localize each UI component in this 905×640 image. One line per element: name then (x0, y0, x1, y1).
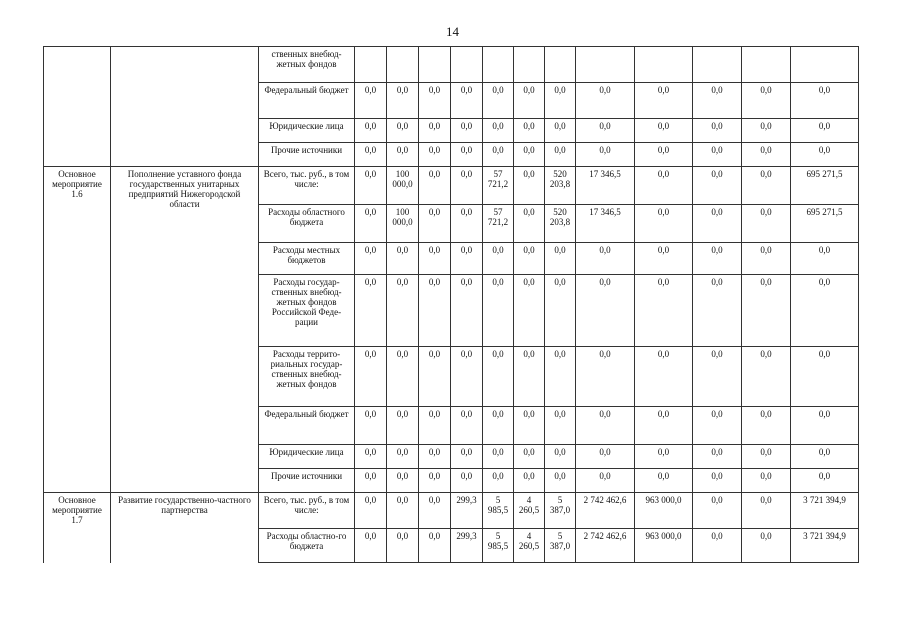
value-cell: 0,0 (355, 275, 387, 347)
value-cell: 0,0 (693, 529, 742, 563)
value-cell: 0,0 (635, 205, 693, 243)
value-cell: 0,0 (742, 167, 791, 205)
value-cell: 0,0 (742, 493, 791, 529)
funding-source-cell: Всего, тыс. руб., в том числе: (259, 493, 355, 529)
value-cell: 4 260,5 (514, 493, 545, 529)
funding-source-cell: Расходы областного бюджета (259, 205, 355, 243)
value-cell: 0,0 (635, 347, 693, 407)
measure-code-cell: Основное мероприятие 1.6 (44, 167, 111, 493)
value-cell: 0,0 (451, 407, 483, 445)
value-cell (419, 47, 451, 83)
value-cell: 0,0 (483, 445, 514, 469)
value-cell: 0,0 (419, 529, 451, 563)
value-cell: 0,0 (451, 243, 483, 275)
value-cell: 0,0 (545, 347, 576, 407)
value-cell: 0,0 (514, 205, 545, 243)
value-cell: 0,0 (387, 407, 419, 445)
value-cell (483, 47, 514, 83)
value-cell: 0,0 (387, 469, 419, 493)
value-cell: 0,0 (355, 205, 387, 243)
value-cell: 0,0 (576, 83, 635, 119)
page-number: 14 (446, 24, 459, 39)
value-cell: 0,0 (451, 469, 483, 493)
value-cell: 0,0 (355, 529, 387, 563)
funding-source-cell: Всего, тыс. руб., в том числе: (259, 167, 355, 205)
value-cell: 0,0 (355, 119, 387, 143)
value-cell: 0,0 (693, 205, 742, 243)
value-cell: 0,0 (742, 119, 791, 143)
funding-source-cell: Федеральный бюджет (259, 83, 355, 119)
value-cell: 0,0 (742, 143, 791, 167)
value-cell: 0,0 (693, 347, 742, 407)
value-cell: 0,0 (355, 445, 387, 469)
value-cell: 695 271,5 (791, 205, 859, 243)
value-cell: 2 742 462,6 (576, 493, 635, 529)
value-cell: 0,0 (545, 83, 576, 119)
value-cell: 0,0 (742, 347, 791, 407)
value-cell: 0,0 (576, 243, 635, 275)
value-cell: 0,0 (693, 119, 742, 143)
value-cell: 0,0 (635, 469, 693, 493)
value-cell: 0,0 (576, 445, 635, 469)
value-cell: 0,0 (483, 119, 514, 143)
value-cell: 0,0 (791, 275, 859, 347)
value-cell: 0,0 (355, 167, 387, 205)
value-cell: 4 260,5 (514, 529, 545, 563)
funding-source-cell: Юридические лица (259, 119, 355, 143)
value-cell: 0,0 (483, 275, 514, 347)
value-cell: 0,0 (355, 83, 387, 119)
value-cell: 5 387,0 (545, 493, 576, 529)
value-cell: 0,0 (451, 205, 483, 243)
value-cell: 0,0 (387, 119, 419, 143)
value-cell: 0,0 (693, 445, 742, 469)
value-cell: 0,0 (791, 407, 859, 445)
value-cell: 0,0 (742, 275, 791, 347)
value-cell: 0,0 (693, 469, 742, 493)
value-cell: 0,0 (419, 407, 451, 445)
value-cell: 0,0 (483, 407, 514, 445)
value-cell: 0,0 (545, 275, 576, 347)
value-cell: 0,0 (635, 407, 693, 445)
value-cell: 0,0 (451, 167, 483, 205)
value-cell: 0,0 (545, 143, 576, 167)
value-cell: 0,0 (387, 243, 419, 275)
funding-source-cell: Расходы областно-го бюджета (259, 529, 355, 563)
value-cell: 0,0 (451, 445, 483, 469)
value-cell: 0,0 (693, 407, 742, 445)
value-cell (791, 47, 859, 83)
value-cell: 0,0 (791, 119, 859, 143)
value-cell: 57 721,2 (483, 167, 514, 205)
value-cell: 0,0 (635, 445, 693, 469)
value-cell: 0,0 (451, 119, 483, 143)
value-cell: 299,3 (451, 529, 483, 563)
value-cell: 0,0 (419, 243, 451, 275)
measure-code-cell: Основное мероприятие 1.7 (44, 493, 111, 563)
value-cell (451, 47, 483, 83)
value-cell: 0,0 (635, 119, 693, 143)
value-cell (576, 47, 635, 83)
value-cell: 0,0 (791, 143, 859, 167)
funding-source-cell: Прочие источники (259, 143, 355, 167)
value-cell: 0,0 (419, 119, 451, 143)
funding-source-cell: ственных внебюд-жетных фондов (259, 47, 355, 83)
value-cell: 0,0 (545, 445, 576, 469)
value-cell: 17 346,5 (576, 205, 635, 243)
value-cell: 0,0 (483, 469, 514, 493)
value-cell: 695 271,5 (791, 167, 859, 205)
table-row (44, 167, 859, 205)
measure-name-cell (111, 47, 259, 167)
value-cell: 0,0 (419, 445, 451, 469)
value-cell: 0,0 (387, 143, 419, 167)
value-cell: 2 742 462,6 (576, 529, 635, 563)
value-cell: 0,0 (483, 83, 514, 119)
value-cell: 0,0 (545, 243, 576, 275)
value-cell: 0,0 (419, 205, 451, 243)
value-cell: 0,0 (387, 529, 419, 563)
value-cell: 0,0 (576, 347, 635, 407)
value-cell (693, 47, 742, 83)
value-cell: 0,0 (576, 119, 635, 143)
value-cell: 0,0 (514, 243, 545, 275)
value-cell: 0,0 (419, 347, 451, 407)
value-cell: 0,0 (514, 407, 545, 445)
value-cell: 0,0 (419, 83, 451, 119)
value-cell: 5 985,5 (483, 493, 514, 529)
value-cell: 0,0 (635, 167, 693, 205)
value-cell: 3 721 394,9 (791, 529, 859, 563)
value-cell: 0,0 (635, 275, 693, 347)
value-cell: 0,0 (514, 275, 545, 347)
value-cell: 100 000,0 (387, 205, 419, 243)
value-cell: 0,0 (355, 469, 387, 493)
value-cell: 520 203,8 (545, 167, 576, 205)
value-cell: 963 000,0 (635, 529, 693, 563)
value-cell: 0,0 (355, 407, 387, 445)
value-cell: 0,0 (514, 347, 545, 407)
value-cell: 3 721 394,9 (791, 493, 859, 529)
funding-source-cell: Расходы государ-ственных внебюд-жетных фондов Российской Феде-рации (259, 275, 355, 347)
value-cell: 0,0 (387, 493, 419, 529)
value-cell: 0,0 (693, 493, 742, 529)
value-cell: 0,0 (355, 347, 387, 407)
value-cell: 0,0 (742, 83, 791, 119)
value-cell: 0,0 (635, 83, 693, 119)
value-cell: 0,0 (514, 167, 545, 205)
value-cell: 0,0 (355, 243, 387, 275)
funding-source-cell: Расходы местных бюджетов (259, 243, 355, 275)
value-cell: 0,0 (545, 469, 576, 493)
value-cell: 0,0 (387, 445, 419, 469)
value-cell: 0,0 (483, 143, 514, 167)
value-cell: 0,0 (419, 275, 451, 347)
value-cell: 0,0 (483, 243, 514, 275)
value-cell: 0,0 (451, 83, 483, 119)
value-cell: 0,0 (387, 275, 419, 347)
value-cell: 0,0 (791, 469, 859, 493)
value-cell: 0,0 (693, 275, 742, 347)
funding-source-cell: Расходы террито-риальных государ-ственных внебюд-жетных фондов (259, 347, 355, 407)
value-cell: 0,0 (576, 469, 635, 493)
value-cell: 0,0 (514, 445, 545, 469)
value-cell: 0,0 (355, 143, 387, 167)
value-cell: 17 346,5 (576, 167, 635, 205)
value-cell (355, 47, 387, 83)
value-cell: 0,0 (576, 143, 635, 167)
value-cell: 0,0 (514, 469, 545, 493)
value-cell: 0,0 (742, 205, 791, 243)
value-cell: 0,0 (451, 143, 483, 167)
value-cell: 57 721,2 (483, 205, 514, 243)
value-cell: 0,0 (742, 469, 791, 493)
value-cell: 0,0 (742, 407, 791, 445)
value-cell: 0,0 (387, 83, 419, 119)
value-cell: 0,0 (514, 83, 545, 119)
value-cell: 0,0 (791, 83, 859, 119)
value-cell: 0,0 (419, 469, 451, 493)
value-cell: 299,3 (451, 493, 483, 529)
value-cell: 963 000,0 (635, 493, 693, 529)
value-cell (387, 47, 419, 83)
value-cell: 0,0 (514, 143, 545, 167)
value-cell: 0,0 (451, 347, 483, 407)
value-cell (742, 47, 791, 83)
value-cell: 0,0 (514, 119, 545, 143)
value-cell: 0,0 (635, 143, 693, 167)
funding-source-cell: Юридические лица (259, 445, 355, 469)
value-cell: 0,0 (545, 407, 576, 445)
value-cell: 5 387,0 (545, 529, 576, 563)
value-cell: 0,0 (693, 83, 742, 119)
value-cell: 0,0 (693, 143, 742, 167)
value-cell: 5 985,5 (483, 529, 514, 563)
value-cell: 0,0 (742, 445, 791, 469)
measure-name-cell: Развитие государственно-частного партнерства (111, 493, 259, 563)
value-cell: 0,0 (742, 243, 791, 275)
value-cell: 0,0 (576, 407, 635, 445)
value-cell: 0,0 (419, 493, 451, 529)
value-cell: 0,0 (576, 275, 635, 347)
value-cell: 0,0 (355, 493, 387, 529)
value-cell: 0,0 (387, 347, 419, 407)
value-cell: 0,0 (791, 243, 859, 275)
value-cell: 0,0 (451, 275, 483, 347)
value-cell: 520 203,8 (545, 205, 576, 243)
budget-table (43, 46, 859, 563)
value-cell: 0,0 (791, 347, 859, 407)
funding-source-cell: Прочие источники (259, 469, 355, 493)
value-cell: 0,0 (419, 143, 451, 167)
table-row (44, 493, 859, 529)
value-cell: 0,0 (545, 119, 576, 143)
value-cell: 0,0 (693, 167, 742, 205)
measure-code-cell (44, 47, 111, 167)
table-row (44, 47, 859, 83)
measure-name-cell: Пополнение уставного фонда государственных унитарных предприятий Нижегородской области (111, 167, 259, 493)
value-cell (514, 47, 545, 83)
value-cell (635, 47, 693, 83)
value-cell: 0,0 (483, 347, 514, 407)
value-cell: 0,0 (419, 167, 451, 205)
value-cell: 0,0 (693, 243, 742, 275)
funding-source-cell: Федеральный бюджет (259, 407, 355, 445)
value-cell: 100 000,0 (387, 167, 419, 205)
value-cell (545, 47, 576, 83)
value-cell: 0,0 (742, 529, 791, 563)
value-cell: 0,0 (635, 243, 693, 275)
value-cell: 0,0 (791, 445, 859, 469)
